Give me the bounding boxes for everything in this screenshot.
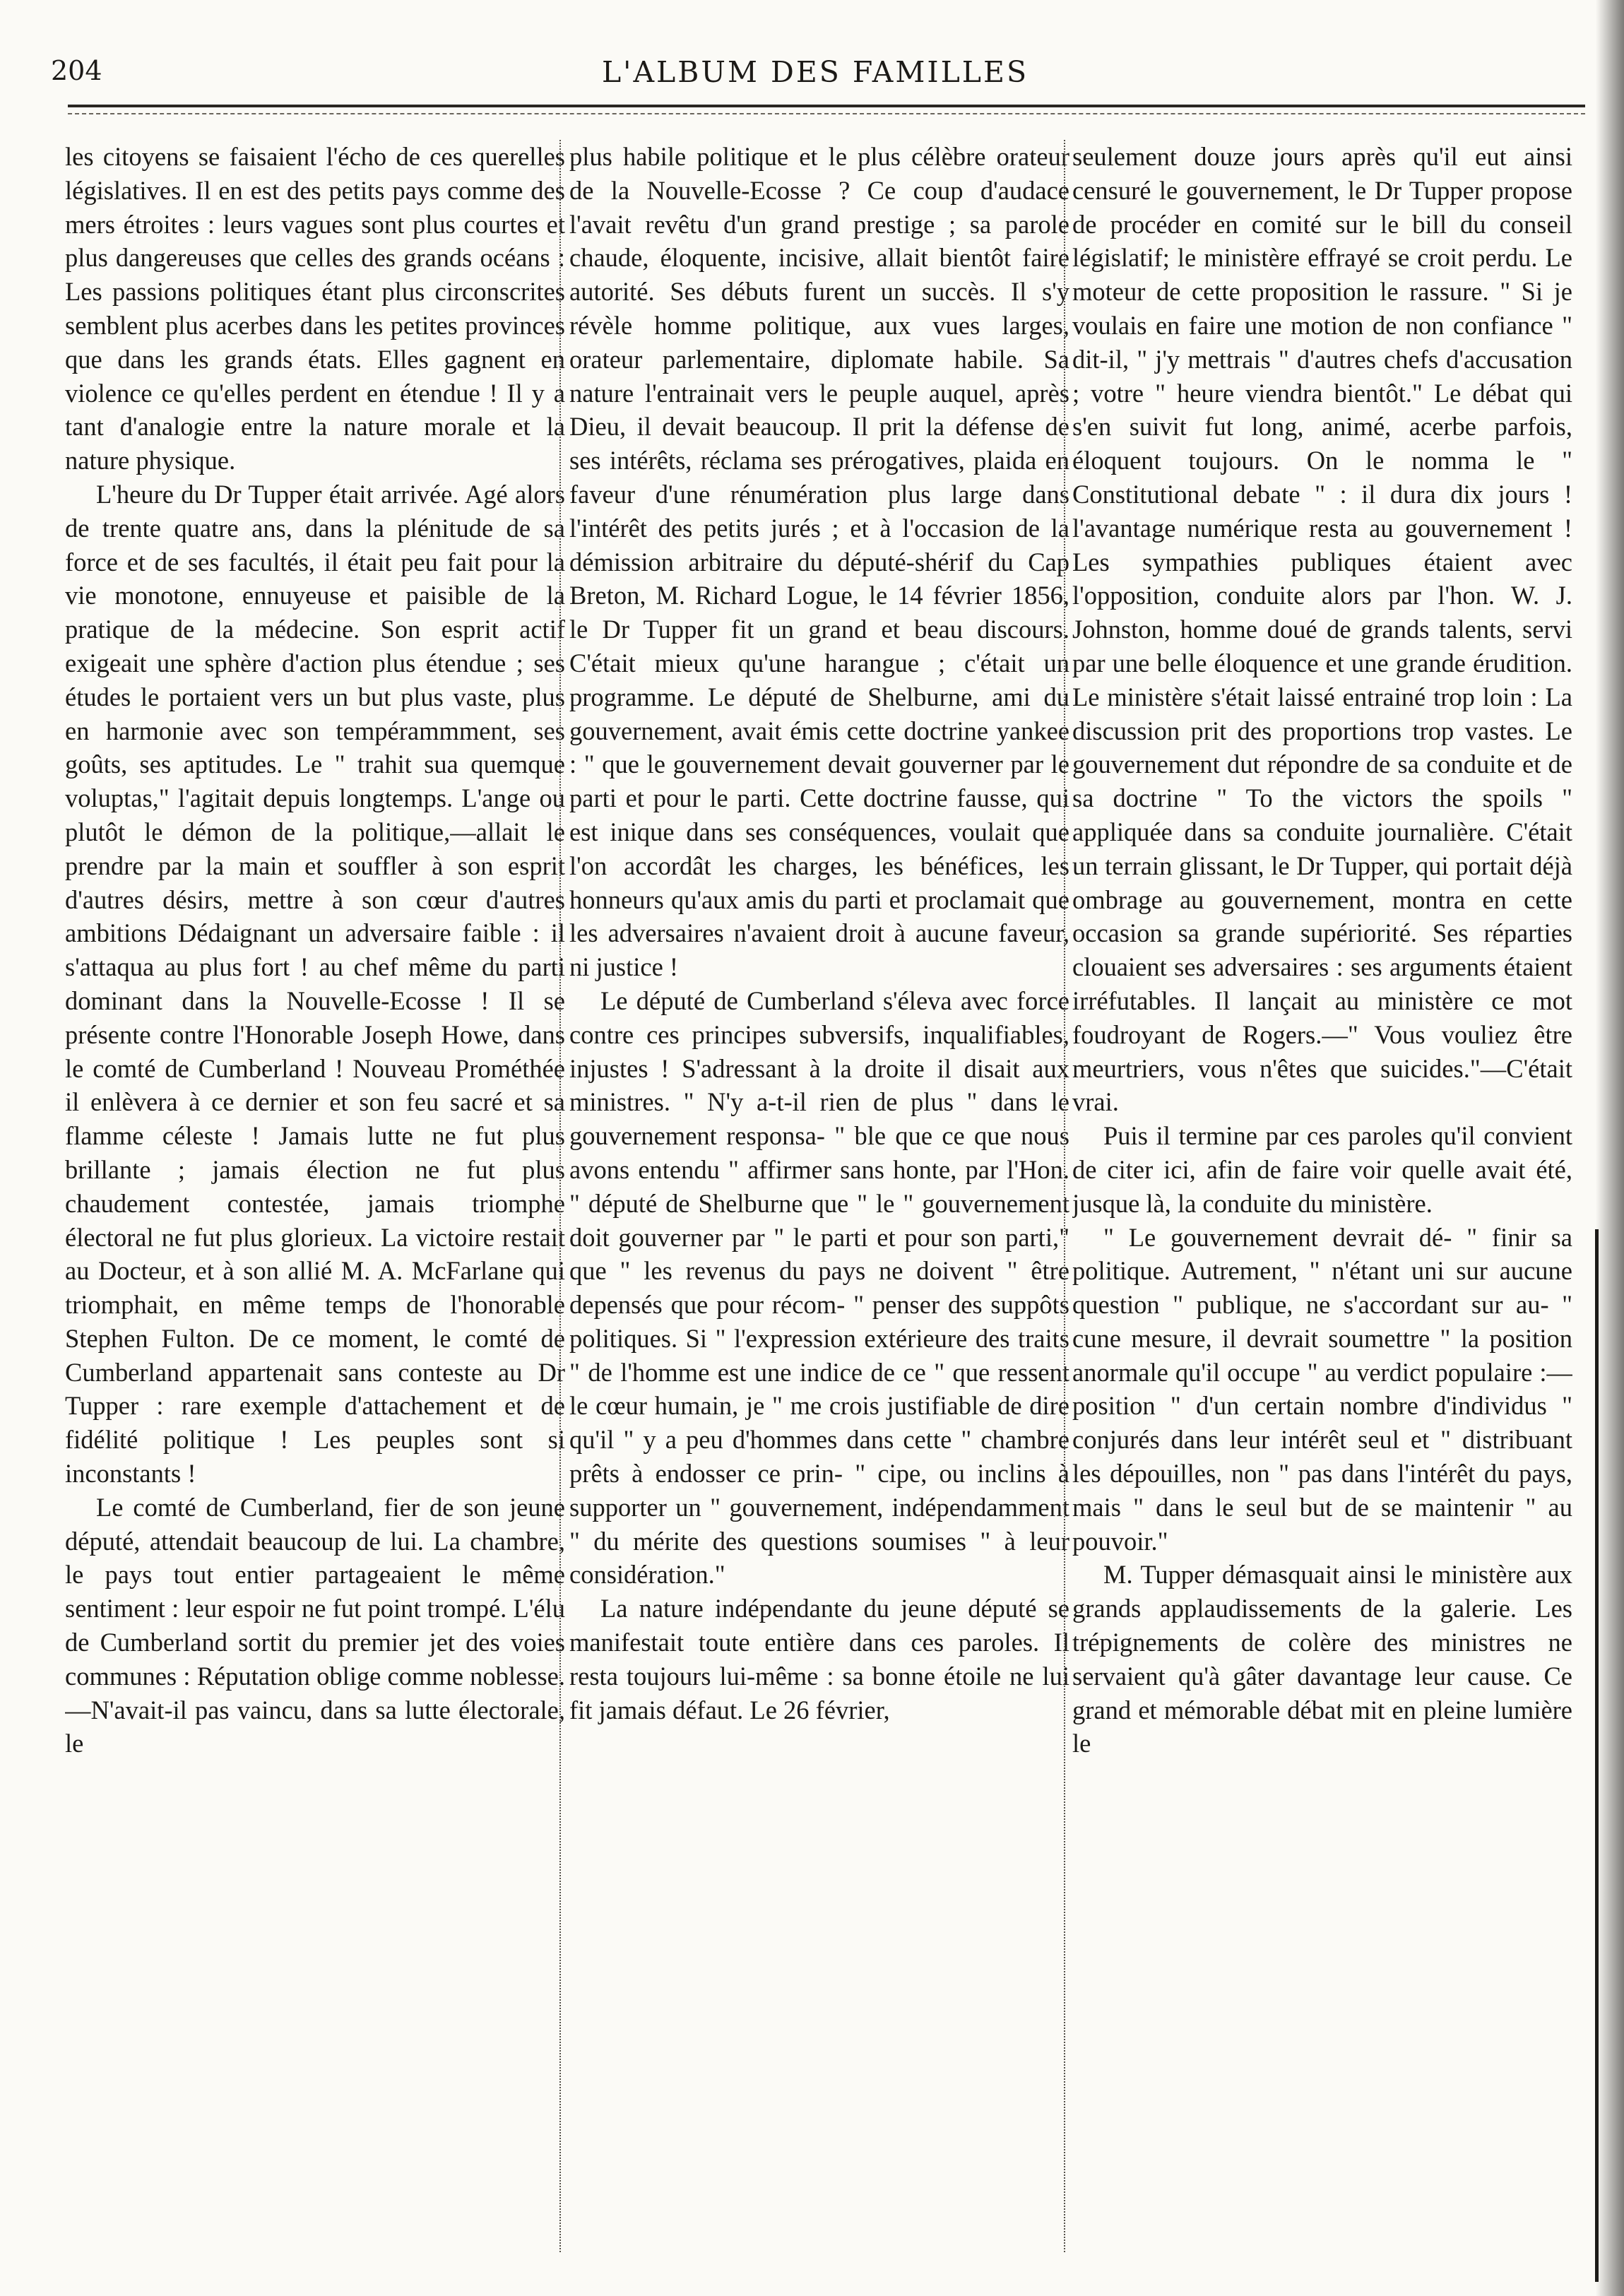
column-divider [1064,140,1065,2252]
text-column-3 [1072,140,1572,2252]
page-header [48,55,1582,97]
paragraph: Le comté de Cumberland, fier de son jeune député, attendait beaucoup de lui. La chambre, le pays tout entier partageaient le même sentiment : leur espoir ne fut point trompé. L'élu de Cumberland sortit du premier jet des voies communes : Réputation oblige comme noblesse.—N'avait-il pas vaincu, dans sa lutte électorale, le [65,1492,565,1758]
header-rule [68,105,1585,107]
page-number: 204 [51,55,102,86]
paragraph: les citoyens se faisaient l'écho de ces querelles législatives. Il en est des petits pays comme des mers étroites : leurs vagues sont plus courtes et plus dangereuses que celles des grands océans : Les passions politiques étant plus circonscrites semblent plus acerbes dans les petites provinces que dans les grands états. Elles gagnent en violence ce qu'elles perdent en étendue ! Il y a tant d'analogie entre la nature morale et la nature physique. [65,142,565,475]
header-rule-dashed [68,113,1585,114]
running-title: L'ALBUM DES FAMILLES [601,55,1029,89]
page-edge-binding [1595,1229,1620,2282]
column-divider [559,140,561,2252]
paragraph: La nature indépendante du jeune député se manifestait toute entière dans ces paroles. Il resta toujours lui-même : sa bonne étoile ne lui fit jamais défaut. Le 26 février, [569,1594,1069,1724]
text-column-2 [569,140,1069,2252]
paragraph: seulement douze jours après qu'il eut ainsi censuré le gouvernement, le Dr Tupper propose de procéder en comité sur le bill du conseil législatif; le ministère effrayé se croit perdu. Le moteur de cette proposition le rassure. " Si je voulais en faire une motion de non confiance " dit-il, " j'y mettrais " d'autres chefs d'accusation ; votre " heure viendra bientôt." Le débat qui s'en suivit fut long, animé, acerbe parfois, éloquent toujours. On le nomma le " Constitutional debate " : il dura dix jours ! l'avantage numérique resta au gouvernement ! Les sympathies publiques étaient avec l'opposition, conduite alors par l'hon. W. J. Johnston, homme doué de grands talents, servi par une belle éloquence et une grande érudition. Le ministère s'était laissé entrainé trop loin : La discussion prit des proportions trop vastes. Le gouvernement dut répondre de sa conduite et de sa doctrine " To the victors the spoils " appliquée dans sa conduite journalière. C'était un terrain glissant, le Dr Tupper, qui portait déjà ombrage au gouvernement, montra en cette occasion sa grande supériorité. Ses réparties clouaient ses adversaires : ses arguments étaient irréfutables. Il lançait au ministère ce mot foudroyant de Rogers.—" Vous vouliez être meurtriers, vous n'êtes que suicides."—C'était vrai. [1072,142,1572,1117]
paragraph: " Le gouvernement devrait dé- " finir sa politique. Autrement, " n'étant uni sur aucune question " publique, ne s'accordant sur au- " cune mesure, il devrait soumettre " la position anormale qu'il occupe " au verdict populaire :—position " d'un certain nombre d'individus " conjurés dans leur intérêt seul et " distribuant les dépouilles, non " pas dans l'intérêt du pays, mais " dans le seul but de se maintenir " au pouvoir." [1072,1222,1572,1556]
paragraph: Puis il termine par ces paroles qu'il convient de citer ici, afin de faire voir quelle avait été, jusque là, la conduite du ministère. [1072,1121,1572,1218]
text-column-1 [65,140,565,2252]
paragraph: Le député de Cumberland s'éleva avec force contre ces principes subversifs, inqualifiables, injustes ! S'adressant à la droite il disait aux ministres. " N'y a-t-il rien de plus " dans le gouvernement responsa- " ble que ce que nous avons entendu " affirmer sans honte, par l'Hon. " député de Shelburne que " le " gouvernement doit gouverner par " le parti et pour son parti," que " les revenus du pays ne doivent " être depensés que pour récom- " penser des suppôts politiques. Si " l'expression extérieure des traits " de l'homme est une indice de ce " que ressent le cœur humain, je " me crois justifiable de dire qu'il " y a peu d'hommes dans cette " chambre prêts à endosser ce prin- " cipe, ou inclins à supporter un " gouvernement, indépendamment " du mérite des questions soumises " à leur considération." [569,986,1069,1590]
paragraph: plus habile politique et le plus célèbre orateur de la Nouvelle-Ecosse ? Ce coup d'audace l'avait revêtu d'un grand prestige ; sa parole chaude, éloquente, incisive, allait bientôt faire autorité. Ses débuts furent un succès. Il s'y révèle homme politique, aux vues larges, orateur parlementaire, diplomate habile. Sa nature l'entrainait vers le peuple auquel, après Dieu, il devait beaucoup. Il prit la défense de ses intérêts, réclama ses prérogatives, plaida en faveur d'une rénumération plus large dans l'intérêt des petits jurés ; et à l'occasion de la démission arbitraire du député-shérif du Cap Breton, M. Richard Logue, le 14 février 1856, le Dr Tupper fit un grand et beau discours. C'était mieux qu'une harangue ; c'était un programme. Le député de Shelburne, ami du gouvernement, avait émis cette doctrine yankee : " que le gouvernement devait gouverner par le parti et pour le parti. Cette doctrine fausse, qui est inique dans ses conséquences, voulait que l'on accordât les charges, les bénéfices, les honneurs qu'aux amis du parti et proclamait que les adversaires n'avaient droit à aucune faveur, ni justice ! [569,142,1069,982]
paragraph: L'heure du Dr Tupper était arrivée. Agé alors de trente quatre ans, dans la plénitude de sa force et de ses facultés, il était peu fait pour la vie monotone, ennuyeuse et paisible de la pratique de la médecine. Son esprit actif exigeait une sphère d'action plus étendue ; ses études le portaient vers un but plus vaste, plus en harmonie avec son tempérammment, ses goûts, ses aptitudes. Le " trahit sua quemque voluptas," l'agitait depuis longtemps. L'ange ou plutôt le démon de la politique,—allait le prendre par la main et souffler à son esprit d'autres désirs, mettre à son cœur d'autres ambitions Dédaignant un adversaire faible : il s'attaqua au plus fort ! au chef même du parti dominant dans la Nouvelle-Ecosse ! Il se présente contre l'Honorable Joseph Howe, dans le comté de Cumberland ! Nouveau Prométhée il enlèvera à ce dernier et son feu sacré et sa flamme céleste ! Jamais lutte ne fut plus brillante ; jamais élection ne fut plus chaudement contestée, jamais triomphe électoral ne fut plus glorieux. La victoire restait au Docteur, et à son allié M. A. McFarlane qui triomphait, en même temps de l'honorable Stephen Fulton. De ce moment, le comté de Cumberland appartenait sans conteste au Dr Tupper : rare exemple d'attachement et de fidélité politique ! Les peuples sont si inconstants ! [65,479,565,1489]
paragraph: M. Tupper démasquait ainsi le ministère aux grands applaudissements de la galerie. Les trépignements de colère des ministres ne servaient qu'à gâter davantage leur cause. Ce grand et mémorable débat mit en pleine lumière le [1072,1560,1572,1758]
